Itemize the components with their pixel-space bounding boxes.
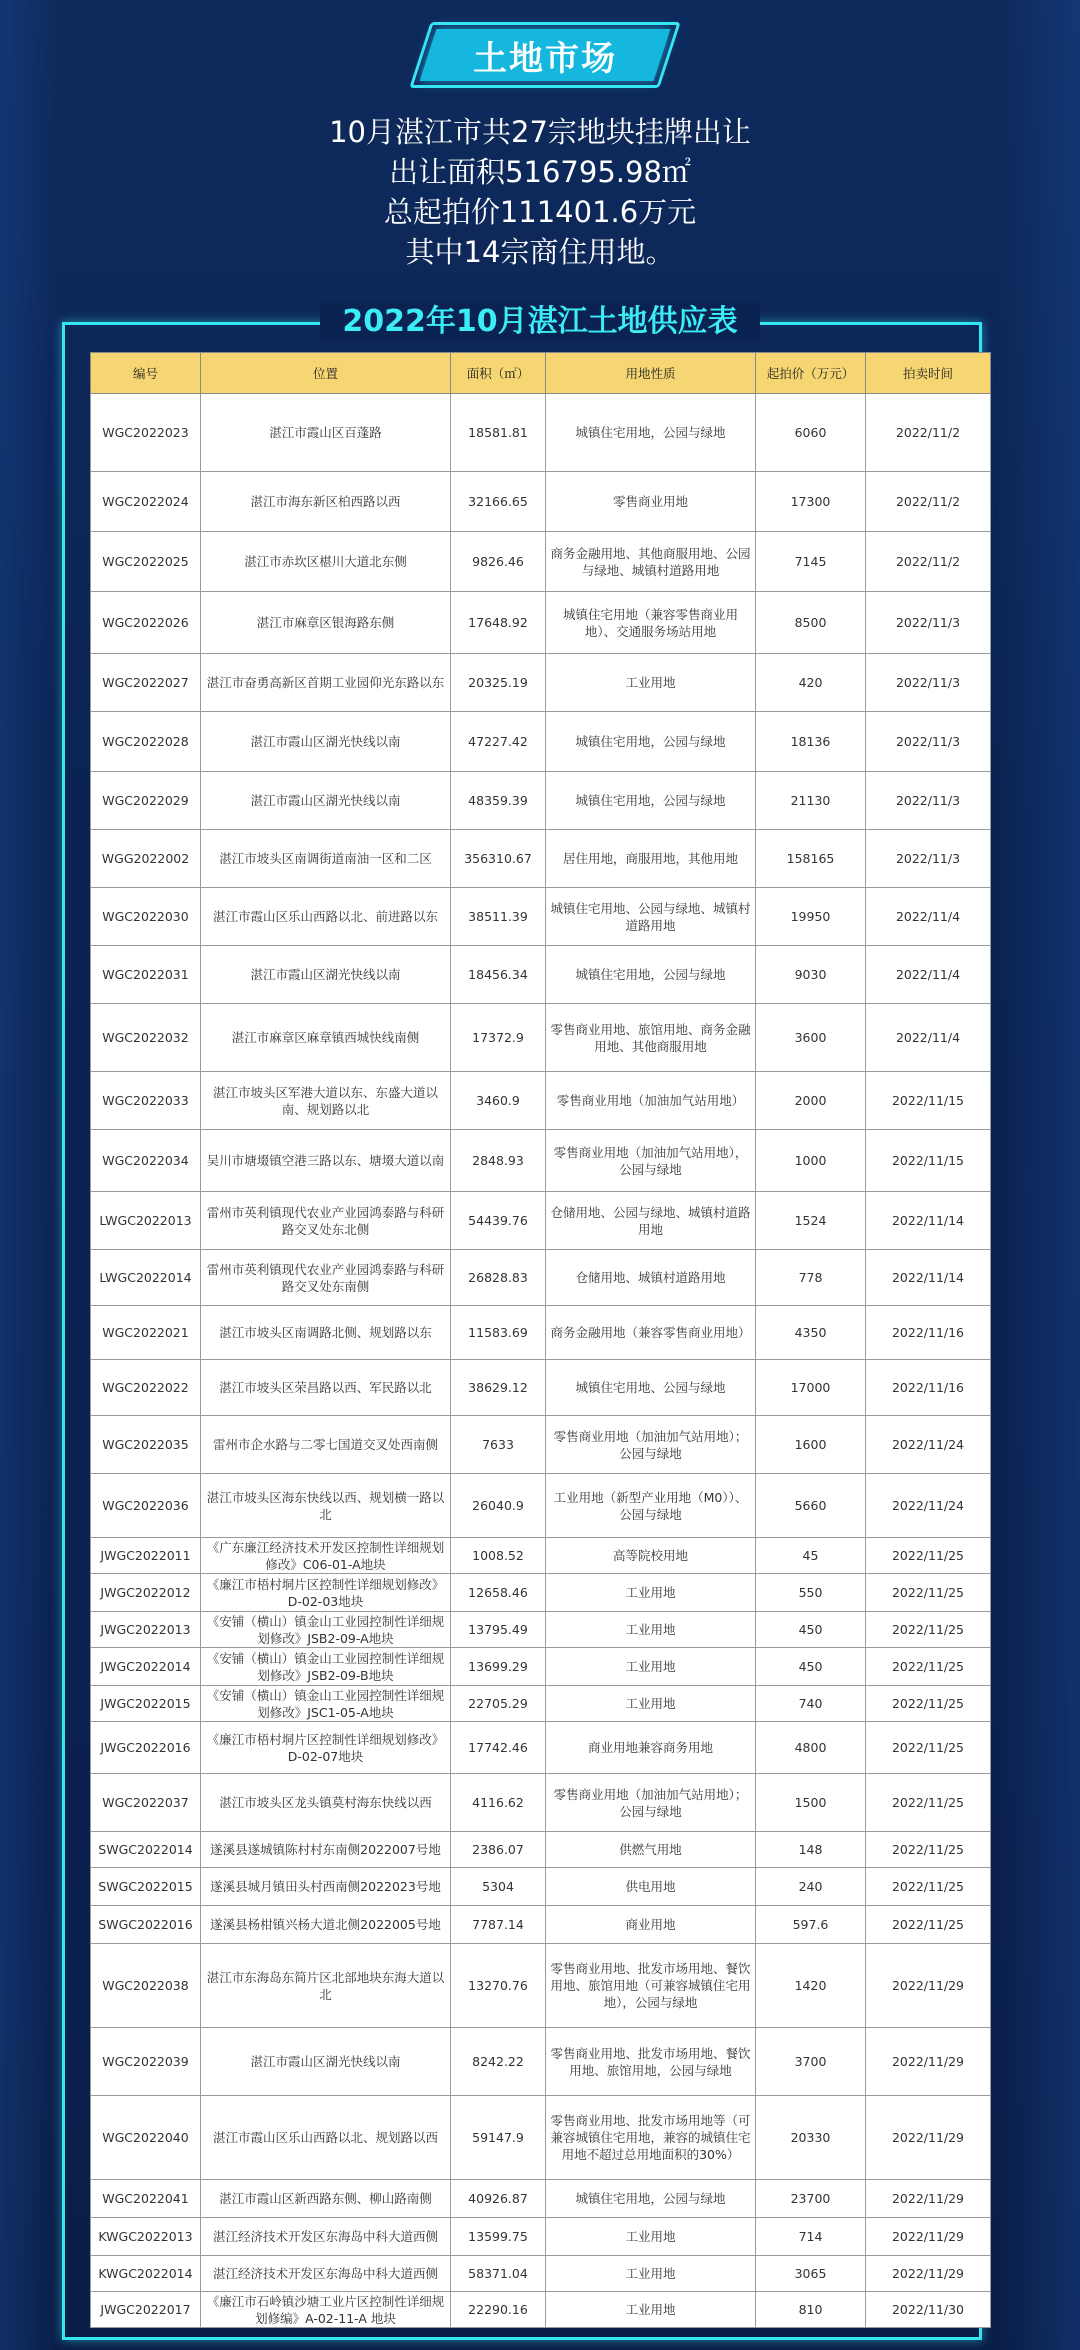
cell-id: WGC2022035 [91,1416,201,1474]
cell-start-price: 3700 [756,2028,866,2096]
cell-location: 湛江市坡头区南调街道南油一区和二区 [201,830,451,888]
cell-auction-date: 2022/11/2 [866,532,991,592]
cell-location: 《广东廉江经济技术开发区控制性详细规划修改》C06-01-A地块 [201,1538,451,1574]
cell-id: JWGC2022016 [91,1722,201,1774]
table-row [91,1306,991,1360]
cell-auction-date: 2022/11/3 [866,830,991,888]
cell-start-price: 7145 [756,532,866,592]
cell-start-price: 9030 [756,946,866,1004]
cell-land-use: 仓储用地、城镇村道路用地 [546,1250,756,1306]
cell-start-price: 778 [756,1250,866,1306]
cell-id: SWGC2022014 [91,1832,201,1868]
cell-area: 58371.04 [451,2256,546,2292]
cell-location: 湛江市麻章区银海路东侧 [201,592,451,654]
cell-location: 吴川市塘㙍镇空港三路以东、塘㙍大道以南 [201,1130,451,1192]
cell-location: 湛江市赤坎区椹川大道北东侧 [201,532,451,592]
cell-auction-date: 2022/11/15 [866,1072,991,1130]
cell-location: 湛江市坡头区荣昌路以西、军民路以北 [201,1360,451,1416]
cell-id: WGC2022038 [91,1944,201,2028]
cell-land-use: 工业用地 [546,2218,756,2256]
cell-location: 湛江市霞山区湖光快线以南 [201,2028,451,2096]
cell-start-price: 3065 [756,2256,866,2292]
cell-land-use: 商业用地 [546,1906,756,1944]
table-row [91,394,991,472]
cell-start-price: 1000 [756,1130,866,1192]
cell-land-use: 商务金融用地、其他商服用地、公园与绿地、城镇村道路用地 [546,532,756,592]
cell-land-use: 城镇住宅用地（兼容零售商业用地）、交通服务场站用地 [546,592,756,654]
cell-auction-date: 2022/11/3 [866,772,991,830]
cell-area: 22290.16 [451,2292,546,2328]
cell-location: 《安铺（横山）镇金山工业园控制性详细规划修改》JSC1-05-A地块 [201,1686,451,1722]
cell-auction-date: 2022/11/25 [866,1722,991,1774]
cell-area: 54439.76 [451,1192,546,1250]
cell-land-use: 城镇住宅用地、公园与绿地、城镇村道路用地 [546,888,756,946]
cell-location: 湛江经济技术开发区东海岛中科大道西侧 [201,2218,451,2256]
left-glow-decoration [0,0,60,2350]
cell-location: 湛江市东海岛东简片区北部地块东海大道以北 [201,1944,451,2028]
cell-area: 13270.76 [451,1944,546,2028]
cell-auction-date: 2022/11/24 [866,1474,991,1538]
land-supply-table [90,352,991,2328]
cell-id: WGC2022039 [91,2028,201,2096]
cell-start-price: 21130 [756,772,866,830]
cell-land-use: 城镇住宅用地，公园与绿地 [546,2180,756,2218]
cell-auction-date: 2022/11/16 [866,1360,991,1416]
cell-auction-date: 2022/11/29 [866,2028,991,2096]
cell-start-price: 450 [756,1612,866,1648]
cell-auction-date: 2022/11/14 [866,1250,991,1306]
table-row [91,1072,991,1130]
table-row [91,1360,991,1416]
cell-id: WGC2022022 [91,1360,201,1416]
cell-land-use: 工业用地 [546,1686,756,1722]
cell-id: WGC2022026 [91,592,201,654]
table-row [91,712,991,772]
cell-land-use: 商业用地兼容商务用地 [546,1722,756,1774]
cell-location: 湛江市坡头区南调路北侧、规划路以东 [201,1306,451,1360]
cell-area: 2386.07 [451,1832,546,1868]
cell-id: JWGC2022013 [91,1612,201,1648]
cell-start-price: 45 [756,1538,866,1574]
cell-area: 22705.29 [451,1686,546,1722]
cell-location: 湛江市海东新区柏西路以西 [201,472,451,532]
cell-area: 48359.39 [451,772,546,830]
table-row [91,1574,991,1612]
cell-id: WGC2022028 [91,712,201,772]
cell-start-price: 4800 [756,1722,866,1774]
cell-location: 湛江市霞山区新西路东侧、柳山路南侧 [201,2180,451,2218]
table-row [91,888,991,946]
cell-auction-date: 2022/11/25 [866,1686,991,1722]
cell-area: 8242.22 [451,2028,546,2096]
table-row [91,1722,991,1774]
cell-auction-date: 2022/11/3 [866,592,991,654]
table-row [91,2218,991,2256]
cell-id: WGC2022037 [91,1774,201,1832]
table-row [91,1944,991,2028]
cell-auction-date: 2022/11/25 [866,1612,991,1648]
cell-auction-date: 2022/11/25 [866,1832,991,1868]
cell-auction-date: 2022/11/25 [866,1648,991,1686]
table-row [91,1250,991,1306]
cell-land-use: 城镇住宅用地、公园与绿地 [546,1360,756,1416]
cell-area: 5304 [451,1868,546,1906]
cell-land-use: 城镇住宅用地，公园与绿地 [546,946,756,1004]
summary-block [0,112,1080,272]
cell-area: 1008.52 [451,1538,546,1574]
table-row [91,1686,991,1722]
cell-id: WGC2022030 [91,888,201,946]
cell-location: 《廉江市梧村垌片区控制性详细规划修改》D-02-03地块 [201,1574,451,1612]
table-row [91,1004,991,1072]
cell-start-price: 810 [756,2292,866,2328]
cell-land-use: 城镇住宅用地，公园与绿地 [546,394,756,472]
cell-start-price: 1524 [756,1192,866,1250]
cell-location: 湛江市麻章区麻章镇西城快线南侧 [201,1004,451,1072]
cell-area: 17372.9 [451,1004,546,1072]
summary-line: 其中14宗商住用地。 [405,235,675,269]
table-body [91,394,991,2328]
cell-area: 13795.49 [451,1612,546,1648]
cell-land-use: 零售商业用地（加油加气站用地）；公园与绿地 [546,1416,756,1474]
table-row [91,1612,991,1648]
table-header-row [91,353,991,394]
cell-id: WGC2022023 [91,394,201,472]
cell-auction-date: 2022/11/29 [866,1944,991,2028]
cell-start-price: 20330 [756,2096,866,2180]
cell-auction-date: 2022/11/29 [866,2256,991,2292]
cell-id: SWGC2022015 [91,1868,201,1906]
column-header-start-price: 起拍价（万元） [756,353,866,394]
cell-start-price: 420 [756,654,866,712]
cell-area: 59147.9 [451,2096,546,2180]
cell-location: 遂溪县杨柑镇兴杨大道北侧2022005号地 [201,1906,451,1944]
cell-location: 湛江市霞山区湖光快线以南 [201,946,451,1004]
cell-area: 2848.93 [451,1130,546,1192]
cell-location: 湛江经济技术开发区东海岛中科大道西侧 [201,2256,451,2292]
table-row [91,472,991,532]
table-row [91,2028,991,2096]
cell-id: WGC2022041 [91,2180,201,2218]
cell-start-price: 5660 [756,1474,866,1538]
cell-id: SWGC2022016 [91,1906,201,1944]
cell-area: 3460.9 [451,1072,546,1130]
cell-land-use: 工业用地 [546,2292,756,2328]
cell-land-use: 供电用地 [546,1868,756,1906]
cell-area: 4116.62 [451,1774,546,1832]
cell-id: WGC2022029 [91,772,201,830]
cell-location: 湛江市霞山区乐山西路以北、规划路以西 [201,2096,451,2180]
table-row [91,2292,991,2328]
cell-location: 湛江市霞山区湖光快线以南 [201,712,451,772]
cell-location: 湛江市霞山区湖光快线以南 [201,772,451,830]
table-row [91,946,991,1004]
cell-id: WGC2022040 [91,2096,201,2180]
table-row [91,2256,991,2292]
cell-location: 湛江市霞山区乐山西路以北、前进路以东 [201,888,451,946]
cell-land-use: 城镇住宅用地，公园与绿地 [546,772,756,830]
cell-location: 遂溪县城月镇田头村西南侧2022023号地 [201,1868,451,1906]
cell-id: WGG2022002 [91,830,201,888]
cell-start-price: 23700 [756,2180,866,2218]
table-row [91,772,991,830]
table-row [91,2180,991,2218]
cell-auction-date: 2022/11/4 [866,888,991,946]
cell-auction-date: 2022/11/25 [866,1574,991,1612]
table-row [91,532,991,592]
cell-start-price: 714 [756,2218,866,2256]
cell-start-price: 148 [756,1832,866,1868]
cell-start-price: 1420 [756,1944,866,2028]
cell-start-price: 550 [756,1574,866,1612]
cell-location: 湛江市霞山区百蓬路 [201,394,451,472]
cell-auction-date: 2022/11/16 [866,1306,991,1360]
cell-id: WGC2022024 [91,472,201,532]
table-row [91,1416,991,1474]
cell-start-price: 158165 [756,830,866,888]
table-title-text: 2022年10月湛江土地供应表 [320,302,759,342]
cell-location: 湛江市奋勇高新区首期工业园仰光东路以东 [201,654,451,712]
cell-auction-date: 2022/11/14 [866,1192,991,1250]
cell-start-price: 740 [756,1686,866,1722]
cell-auction-date: 2022/11/24 [866,1416,991,1474]
cell-start-price: 2000 [756,1072,866,1130]
cell-auction-date: 2022/11/25 [866,1538,991,1574]
column-header-auction-date: 拍卖时间 [866,353,991,394]
cell-location: 遂溪县遂城镇陈村村东南侧2022007号地 [201,1832,451,1868]
cell-start-price: 18136 [756,712,866,772]
table-row [91,1906,991,1944]
cell-start-price: 17000 [756,1360,866,1416]
cell-start-price: 450 [756,1648,866,1686]
cell-id: JWGC2022017 [91,2292,201,2328]
cell-area: 12658.46 [451,1574,546,1612]
cell-area: 18581.81 [451,394,546,472]
table-row [91,2096,991,2180]
cell-land-use: 零售商业用地（加油加气站用地）；公园与绿地 [546,1774,756,1832]
cell-area: 47227.42 [451,712,546,772]
cell-area: 17648.92 [451,592,546,654]
cell-area: 17742.46 [451,1722,546,1774]
table-row [91,1130,991,1192]
cell-auction-date: 2022/11/3 [866,712,991,772]
cell-auction-date: 2022/11/3 [866,654,991,712]
cell-start-price: 6060 [756,394,866,472]
table-row [91,654,991,712]
section-badge [420,22,670,88]
cell-id: LWGC2022014 [91,1250,201,1306]
cell-area: 26828.83 [451,1250,546,1306]
cell-location: 《安铺（横山）镇金山工业园控制性详细规划修改》JSB2-09-A地块 [201,1612,451,1648]
cell-land-use: 工业用地 [546,654,756,712]
cell-land-use: 零售商业用地、批发市场用地、餐饮用地、旅馆用地（可兼容城镇住宅用地），公园与绿地 [546,1944,756,2028]
column-header-id: 编号 [91,353,201,394]
land-supply-table-wrap [90,352,990,2328]
cell-location: 《廉江市石岭镇沙塘工业片区控制性详细规划修编》A-02-11-A 地块 [201,2292,451,2328]
table-title [0,302,1080,342]
table-row [91,592,991,654]
cell-area: 11583.69 [451,1306,546,1360]
cell-id: WGC2022036 [91,1474,201,1538]
cell-id: WGC2022032 [91,1004,201,1072]
cell-id: WGC2022033 [91,1072,201,1130]
cell-location: 雷州市英利镇现代农业产业园鸿泰路与科研路交叉处东北侧 [201,1192,451,1250]
cell-area: 40926.87 [451,2180,546,2218]
cell-auction-date: 2022/11/29 [866,2180,991,2218]
cell-id: JWGC2022012 [91,1574,201,1612]
cell-land-use: 工业用地 [546,1612,756,1648]
cell-id: WGC2022031 [91,946,201,1004]
cell-land-use: 零售商业用地（加油加气站用地） [546,1072,756,1130]
cell-id: KWGC2022014 [91,2256,201,2292]
cell-id: LWGC2022013 [91,1192,201,1250]
cell-land-use: 居住用地，商服用地，其他用地 [546,830,756,888]
cell-area: 32166.65 [451,472,546,532]
cell-id: JWGC2022015 [91,1686,201,1722]
cell-land-use: 零售商业用地 [546,472,756,532]
cell-land-use: 供燃气用地 [546,1832,756,1868]
cell-land-use: 商务金融用地（兼容零售商业用地） [546,1306,756,1360]
cell-start-price: 1600 [756,1416,866,1474]
cell-area: 13599.75 [451,2218,546,2256]
cell-start-price: 240 [756,1868,866,1906]
cell-area: 7787.14 [451,1906,546,1944]
cell-area: 20325.19 [451,654,546,712]
cell-land-use: 城镇住宅用地，公园与绿地 [546,712,756,772]
cell-land-use: 工业用地 [546,1574,756,1612]
cell-land-use: 零售商业用地、批发市场用地等（可兼容城镇住宅用地，兼容的城镇住宅用地不超过总用地面积的30%） [546,2096,756,2180]
cell-auction-date: 2022/11/4 [866,946,991,1004]
section-badge-label: 土地市场 [473,38,617,79]
cell-land-use: 零售商业用地、批发市场用地、餐饮用地、旅馆用地，公园与绿地 [546,2028,756,2096]
column-header-land-use: 用地性质 [546,353,756,394]
table-row [91,1474,991,1538]
table-row [91,1192,991,1250]
cell-area: 38511.39 [451,888,546,946]
cell-auction-date: 2022/11/25 [866,1774,991,1832]
cell-auction-date: 2022/11/2 [866,472,991,532]
cell-start-price: 8500 [756,592,866,654]
cell-area: 7633 [451,1416,546,1474]
cell-land-use: 零售商业用地（加油加气站用地），公园与绿地 [546,1130,756,1192]
cell-location: 雷州市企水路与二零七国道交叉处西南侧 [201,1416,451,1474]
cell-area: 356310.67 [451,830,546,888]
cell-location: 《廉江市梧村垌片区控制性详细规划修改》D-02-07地块 [201,1722,451,1774]
cell-land-use: 工业用地 [546,2256,756,2292]
cell-location: 《安铺（横山）镇金山工业园控制性详细规划修改》JSB2-09-B地块 [201,1648,451,1686]
cell-auction-date: 2022/11/2 [866,394,991,472]
cell-start-price: 17300 [756,472,866,532]
summary-line: 出让面积516795.98㎡ [389,155,691,189]
column-header-area: 面积（㎡） [451,353,546,394]
cell-auction-date: 2022/11/30 [866,2292,991,2328]
cell-id: JWGC2022011 [91,1538,201,1574]
cell-location: 雷州市英利镇现代农业产业园鸿泰路与科研路交叉处东南侧 [201,1250,451,1306]
cell-area: 26040.9 [451,1474,546,1538]
summary-line: 10月湛江市共27宗地块挂牌出让 [329,115,751,149]
cell-id: JWGC2022014 [91,1648,201,1686]
cell-start-price: 3600 [756,1004,866,1072]
table-row [91,1538,991,1574]
cell-id: WGC2022027 [91,654,201,712]
table-row [91,830,991,888]
cell-id: WGC2022025 [91,532,201,592]
cell-auction-date: 2022/11/4 [866,1004,991,1072]
cell-id: WGC2022021 [91,1306,201,1360]
cell-start-price: 4350 [756,1306,866,1360]
cell-auction-date: 2022/11/29 [866,2096,991,2180]
cell-start-price: 1500 [756,1774,866,1832]
cell-id: WGC2022034 [91,1130,201,1192]
summary-line: 总起拍价111401.6万元 [383,195,697,229]
cell-location: 湛江市坡头区海东快线以西、规划横一路以北 [201,1474,451,1538]
table-row [91,1868,991,1906]
table-row [91,1774,991,1832]
cell-land-use: 高等院校用地 [546,1538,756,1574]
cell-auction-date: 2022/11/29 [866,2218,991,2256]
table-row [91,1832,991,1868]
cell-auction-date: 2022/11/25 [866,1868,991,1906]
cell-location: 湛江市坡头区军港大道以东、东盛大道以南、规划路以北 [201,1072,451,1130]
table-row [91,1648,991,1686]
cell-auction-date: 2022/11/15 [866,1130,991,1192]
cell-start-price: 597.6 [756,1906,866,1944]
cell-location: 湛江市坡头区龙头镇莫村海东快线以西 [201,1774,451,1832]
column-header-location: 位置 [201,353,451,394]
cell-area: 38629.12 [451,1360,546,1416]
cell-auction-date: 2022/11/25 [866,1906,991,1944]
right-glow-decoration [1000,0,1080,2350]
cell-area: 9826.46 [451,532,546,592]
cell-area: 13699.29 [451,1648,546,1686]
cell-land-use: 零售商业用地、旅馆用地、商务金融用地、其他商服用地 [546,1004,756,1072]
cell-land-use: 工业用地 [546,1648,756,1686]
cell-id: KWGC2022013 [91,2218,201,2256]
cell-land-use: 工业用地（新型产业用地（M0））、公园与绿地 [546,1474,756,1538]
cell-area: 18456.34 [451,946,546,1004]
cell-start-price: 19950 [756,888,866,946]
cell-land-use: 仓储用地、公园与绿地、城镇村道路用地 [546,1192,756,1250]
